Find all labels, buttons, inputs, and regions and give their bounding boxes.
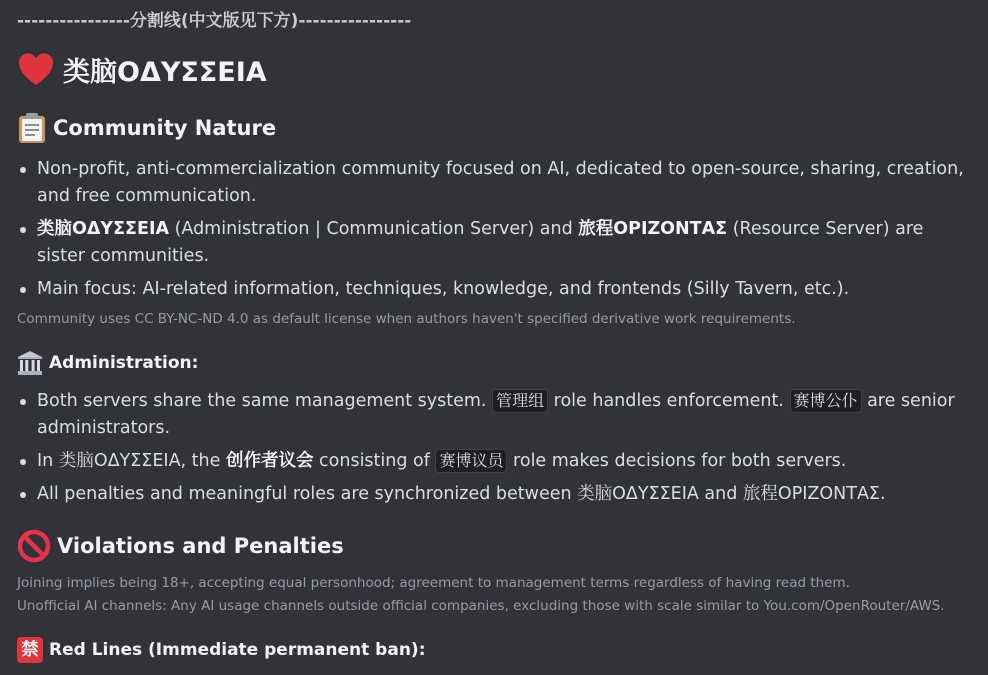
- red-lines-heading: [17, 637, 426, 663]
- role-mention[interactable]: 管理组: [492, 389, 548, 413]
- role-mention[interactable]: 赛博议员: [435, 449, 507, 473]
- classical-building-icon: [17, 350, 43, 376]
- red-lines-heading-text: Red Lines (Immediate permanent ban):: [49, 640, 426, 660]
- community-nature-heading: [17, 112, 276, 144]
- divider-line: ----------------分割线(中文版见下方)----------------: [17, 11, 412, 31]
- server-name-bold: 类脑ΟΔΥΣΣΕΙΑ: [37, 219, 170, 239]
- administration-heading-text: Administration:: [49, 353, 199, 373]
- violations-heading: [17, 529, 344, 563]
- list-item-text: are senior administrators.: [37, 391, 955, 438]
- violations-note: [17, 572, 945, 618]
- list-item: [17, 448, 967, 475]
- list-item-text: role makes decisions for both servers.: [507, 451, 847, 471]
- list-item-text: All penalties and meaningful roles are synchronized between 类脑ΟΔΥΣΣΕΙΑ and 旅程ΟΡΙΖΟΝΤΑΣ.: [37, 484, 886, 504]
- list-item: [17, 388, 967, 442]
- list-item-text: consisting of: [313, 451, 436, 471]
- clipboard-icon: [17, 112, 47, 144]
- administration-heading: [17, 350, 198, 376]
- community-nature-list: [17, 156, 967, 309]
- violations-heading-text: Violations and Penalties: [57, 534, 344, 558]
- list-item-text: (Resource Server) are sister communities.: [37, 219, 924, 266]
- list-item-text: (Administration | Communication Server) and: [169, 219, 579, 239]
- list-item: [17, 156, 967, 210]
- unofficial-channels-note: Unofficial AI channels: Any AI usage channels outside official companies, excluding those with scale similar to You.com/OpenRouter/AWS.: [17, 598, 945, 614]
- server-title: [17, 50, 267, 89]
- prohibited-icon: [17, 529, 51, 563]
- server-name-bold: 旅程ΟΡΙΖΟΝΤΑΣ: [578, 219, 728, 239]
- prohibited-sign-icon: 禁: [17, 637, 43, 663]
- community-nature-heading-text: Community Nature: [53, 116, 277, 140]
- list-item-text: Non-profit, anti-commercialization community focused on AI, dedicated to open-source, sharing, creation, and free communication.: [37, 159, 964, 206]
- list-item: [17, 276, 967, 303]
- license-note: Community uses CC BY-NC-ND 4.0 as default license when authors haven't specified derivative work requirements.: [17, 311, 796, 327]
- role-mention[interactable]: 赛博公仆: [790, 389, 862, 413]
- list-item: [17, 216, 967, 270]
- administration-list: [17, 388, 967, 514]
- list-item-text: In 类脑ΟΔΥΣΣΕΙΑ, the: [37, 451, 226, 471]
- heart-icon: [17, 52, 55, 88]
- server-title-text: 类脑ΟΔΥΣΣΕΙΑ: [63, 57, 267, 88]
- list-item-text: role handles enforcement.: [548, 391, 790, 411]
- council-name-bold: 创作者议会: [225, 451, 314, 471]
- age-agreement-note: Joining implies being 18+, accepting equal personhood; agreement to management terms regardless of having read them.: [17, 575, 850, 591]
- list-item: [17, 481, 967, 508]
- list-item-text: Main focus: AI-related information, techniques, knowledge, and frontends (Silly Tavern, etc.).: [37, 279, 850, 299]
- list-item-text: Both servers share the same management system.: [37, 391, 493, 411]
